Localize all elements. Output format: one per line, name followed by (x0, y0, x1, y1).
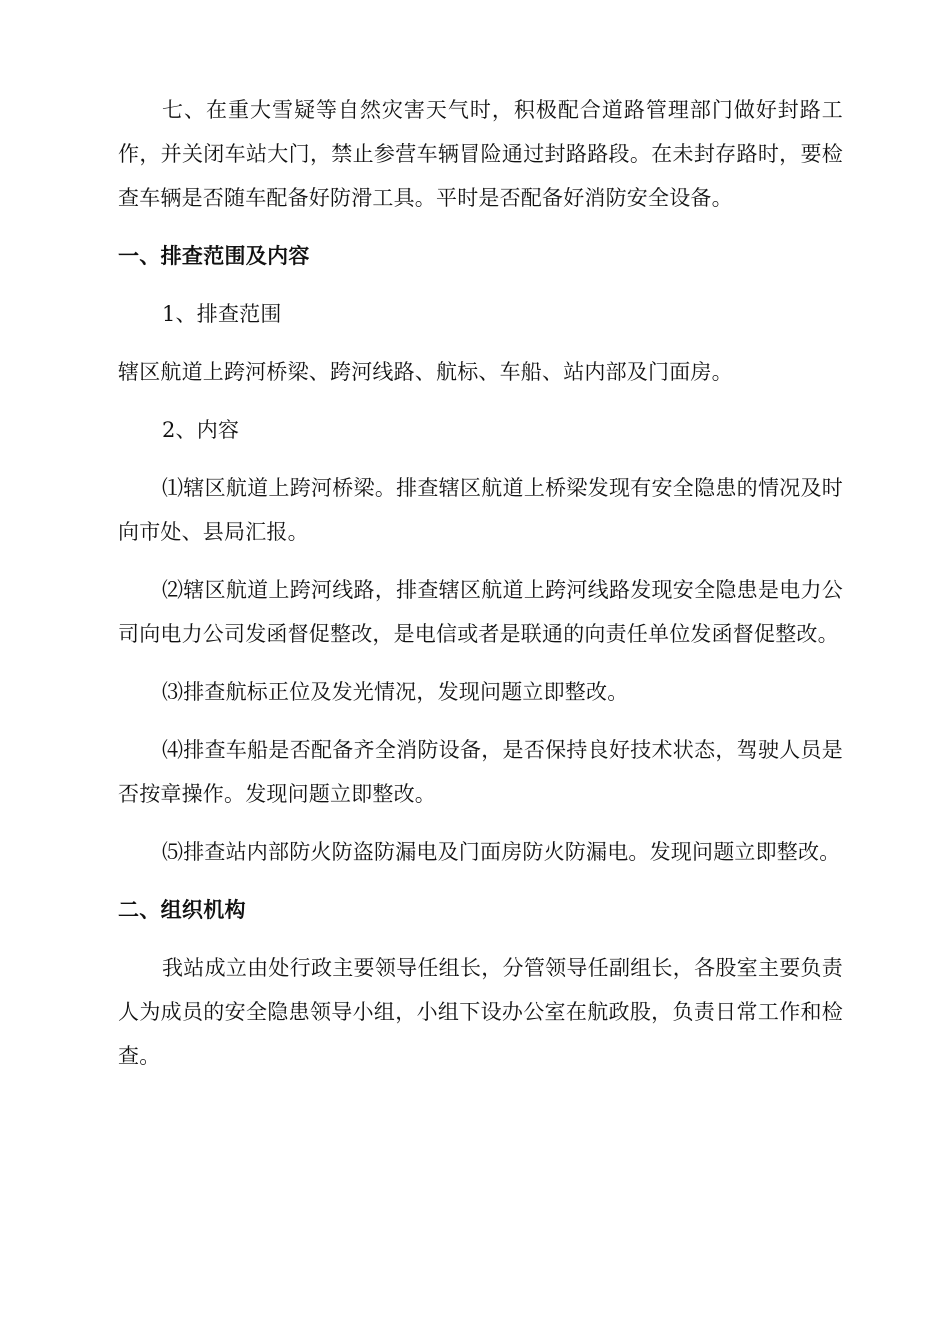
spacer (118, 394, 843, 408)
content-item-4: ⑷排查车船是否配备齐全消防设备，是否保持良好技术状态，驾驶人员是否按章操作。发现问题立即整改。 (118, 738, 843, 806)
spacer (118, 932, 843, 946)
scope-body: 辖区航道上跨河桥梁、跨河线路、航标、车船、站内部及门面房。 (118, 360, 733, 384)
document-body (118, 88, 843, 1078)
section-heading-1: 一、排查范围及内容 (118, 244, 310, 268)
spacer (118, 656, 843, 670)
subheading-content: 2、内容 (162, 418, 240, 442)
content-item-3: ⑶排查航标正位及发光情况，发现问题立即整改。 (162, 680, 629, 704)
spacer (118, 554, 843, 568)
spacer (118, 452, 843, 466)
spacer (118, 336, 843, 350)
content-item-5: ⑸排查站内部防火防盗防漏电及门面房防火防漏电。发现问题立即整改。 (162, 840, 841, 864)
paragraph-item-7: 七、在重大雪疑等自然灾害天气时，积极配合道路管理部门做好封路工作，并关闭车站大门，禁止参营车辆冒险通过封路路段。在未封存路时，要检查车辆是否随车配备好防滑工具。平时是否配备好消防安全设备。 (118, 98, 843, 210)
organization-paragraph: 我站成立由处行政主要领导任组长，分管领导任副组长，各股室主要负责人为成员的安全隐患领导小组，小组下设办公室在航政股，负责日常工作和检查。 (118, 956, 843, 1068)
subheading-scope: 1、排查范围 (162, 302, 282, 326)
content-item-2: ⑵辖区航道上跨河线路，排查辖区航道上跨河线路发现安全隐患是电力公司向电力公司发函督促整改，是电信或者是联通的向责任单位发函督促整改。 (118, 578, 843, 646)
spacer (118, 714, 843, 728)
spacer (118, 278, 843, 292)
spacer (118, 220, 843, 234)
spacer (118, 816, 843, 830)
content-item-1: ⑴辖区航道上跨河桥梁。排查辖区航道上桥梁发现有安全隐患的情况及时向市处、县局汇报。 (118, 476, 843, 544)
section-heading-2: 二、组织机构 (118, 898, 246, 922)
spacer (118, 874, 843, 888)
